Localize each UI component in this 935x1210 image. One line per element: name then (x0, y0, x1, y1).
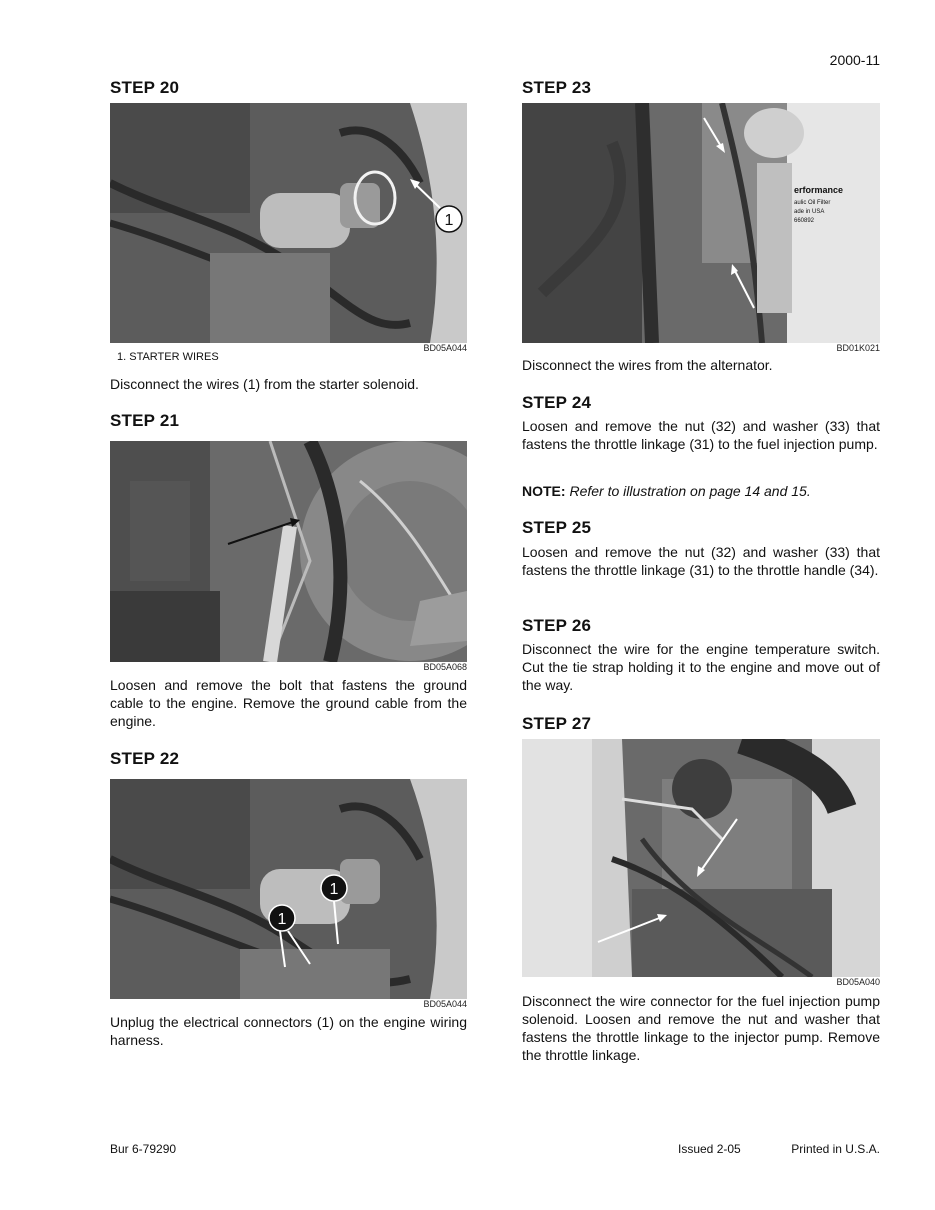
step-24-text: Loosen and remove the nut (32) and washer (33) that fastens the throttle linkage (31) to the fuel injection pump. (522, 418, 880, 452)
filter-label-brand: erformance (794, 185, 844, 195)
step-23-heading: STEP 23 (522, 78, 592, 97)
filter-label-origin: ade in USA (794, 209, 825, 215)
step-20-heading: STEP 20 (110, 78, 180, 97)
footer-printed: Printed in U.S.A. (791, 1142, 880, 1156)
step-24-heading: STEP 24 (522, 393, 592, 412)
step-21-text: Loosen and remove the bolt that fastens the ground cable to the engine. Remove the ground cable from the engine. (110, 677, 467, 729)
footer-issued: Issued 2-05 (678, 1142, 741, 1156)
filter-label-part: 660892 (794, 218, 815, 224)
step-26-text: Disconnect the wire for the engine temperature switch. Cut the tie strap holding it to the engine and move out of the way. (522, 641, 880, 693)
step-27-photo (522, 739, 880, 977)
note-label: NOTE: (522, 483, 566, 499)
step-22-callout-a: 1 (277, 911, 287, 928)
step-20-photo (110, 103, 467, 343)
step-24-note (522, 482, 880, 500)
step-25-text: Loosen and remove the nut (32) and washer (33) that fastens the throttle linkage (31) to the throttle handle (34). (522, 544, 880, 578)
filter-label-type: aulic Oil Filter (794, 200, 831, 206)
step-27-text: Disconnect the wire connector for the fuel injection pump solenoid. Loosen and remove the nut and washer that fastens the throttle linkage to the injector pump. Remove the throttle linkage. (522, 993, 880, 1063)
step-21-figure-id: BD05A068 (423, 662, 467, 672)
step-21-heading: STEP 21 (110, 411, 180, 430)
step-20-figure-id: BD05A044 (423, 343, 467, 353)
step-20-callout: 1 (444, 212, 454, 229)
step-27-figure-id: BD05A040 (836, 977, 880, 987)
step-23-text: Disconnect the wires from the alternator. (522, 357, 773, 373)
step-22-photo (110, 779, 467, 999)
footer-doc-number: Bur 6-79290 (110, 1142, 177, 1156)
page-number: 2000-11 (829, 52, 880, 68)
step-23-photo (522, 103, 880, 343)
step-20-text: Disconnect the wires (1) from the starter solenoid. (110, 376, 419, 392)
step-22-callout-b: 1 (329, 881, 339, 898)
step-21-photo (110, 441, 467, 662)
step-20-legend: 1. STARTER WIRES (117, 351, 219, 363)
step-27-heading: STEP 27 (522, 714, 592, 733)
step-22-figure-id: BD05A044 (423, 999, 467, 1009)
step-25-heading: STEP 25 (522, 518, 592, 537)
step-23-figure-id: BD01K021 (836, 343, 880, 353)
step-26-heading: STEP 26 (522, 616, 592, 635)
step-22-text: Unplug the electrical connectors (1) on the engine wiring harness. (110, 1014, 467, 1048)
note-text: Refer to illustration on page 14 and 15. (569, 483, 811, 499)
step-22-heading: STEP 22 (110, 749, 180, 768)
